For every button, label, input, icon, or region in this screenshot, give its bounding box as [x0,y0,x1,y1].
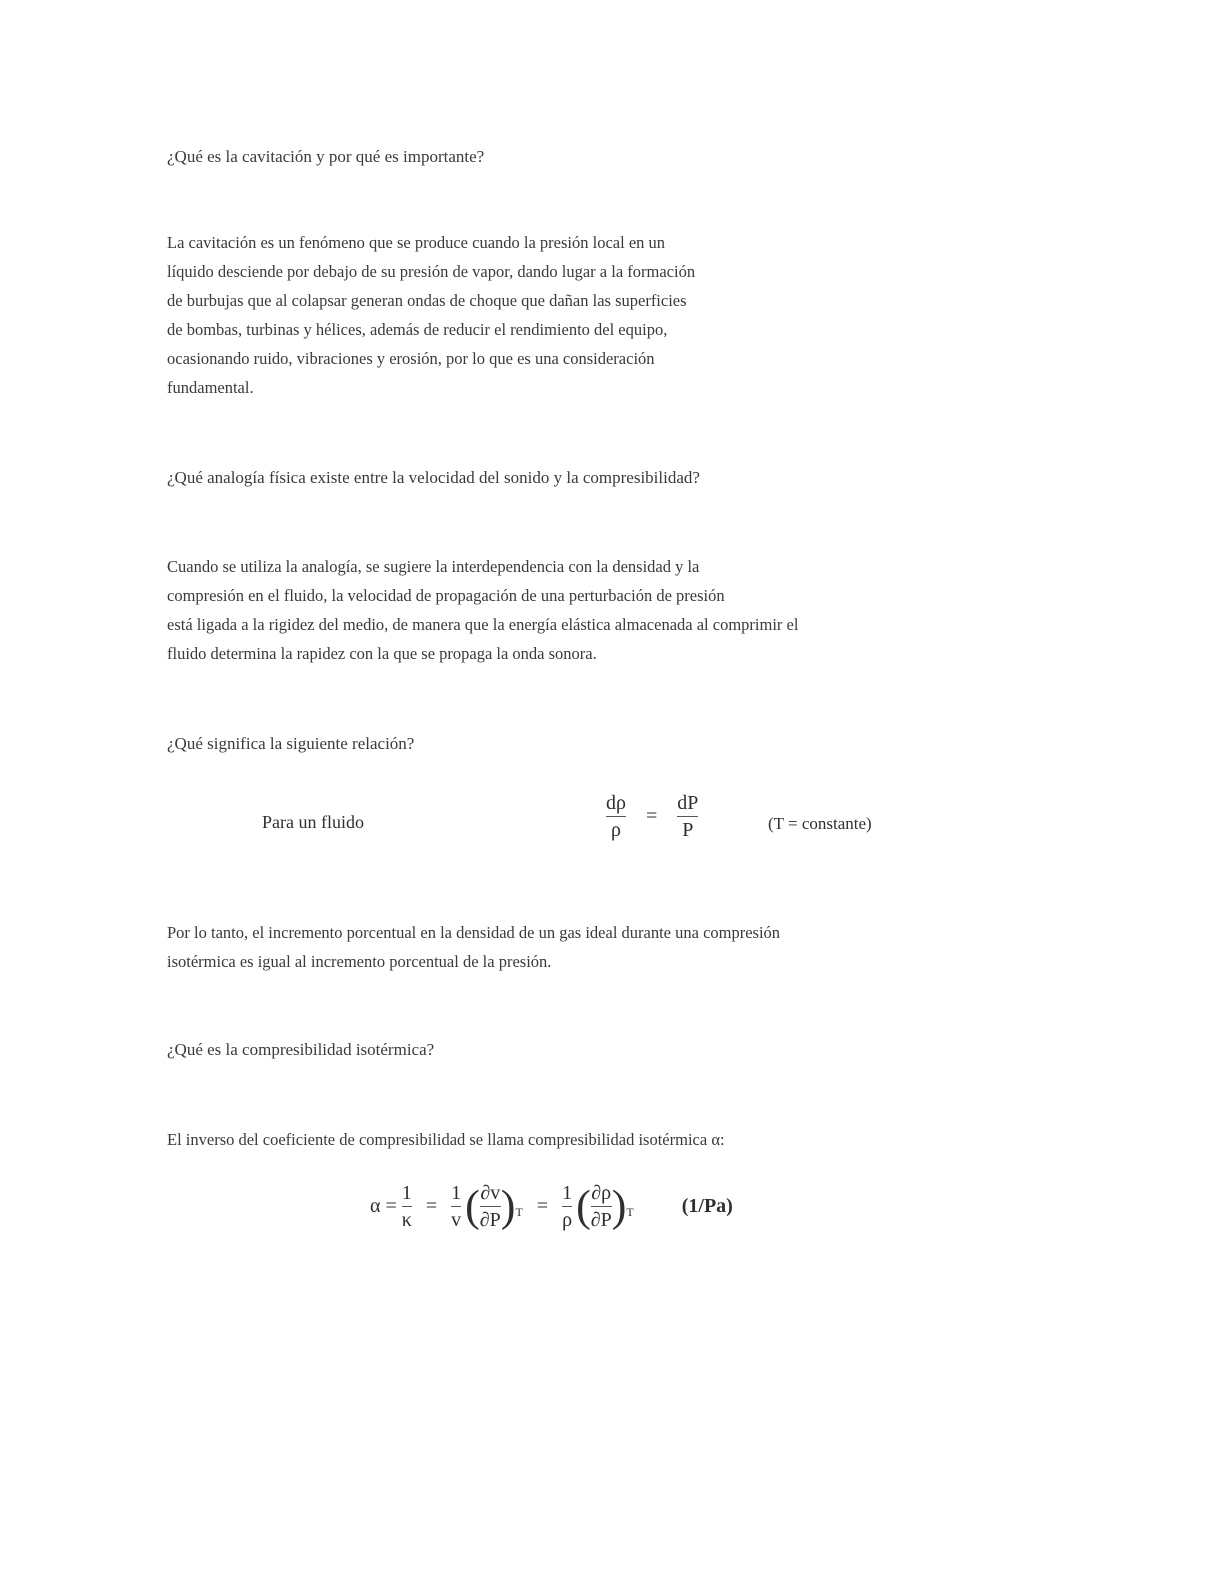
answer-relation-meaning [167,918,1047,976]
answer-isothermal-compressibility [167,1125,1047,1154]
question-relation-meaning: ¿Qué significa la siguiente relación? [167,734,415,753]
answer-line: de burbujas que al colapsar generan ondas de choque que dañan las superficies [167,291,687,310]
answer-line: La cavitación es un fenómeno que se produce cuando la presión local en un [167,233,666,252]
answer-line: Cuando se utiliza la analogía, se sugiere la interdependencia con la densidad y la [167,557,700,576]
fraction-drho-rho: $\frac{d\rho}{\rho}$ [606,792,626,841]
fraction-one-over-rho: $\frac{1}{\rho}$ [562,1182,573,1231]
answer-line: fundamental. [167,378,254,397]
answer-line: está ligada a la rigidez del medio, de manera que la energía elástica almacenada al comprimir el [167,615,799,634]
fraction-one-over-kappa: $\frac{1}{\kappa}$ [401,1182,412,1231]
equation-label: Para un fluido [262,812,364,832]
equation-isothermal-compressibility: α = $\frac{1}{\kappa}$ = $\frac{1}{v}$ ( $\frac{\partial v}{\partial P}$ )$_T$ = $\frac{1}{\rho}$ ( $\frac{\partial\rho}{\partial P}$ )$_T$ (1/Pa) [370,1181,733,1231]
answer-line: fluido determina la rapidez con la que se propaga la onda sonora. [167,644,597,663]
answer-cavitation [167,228,1047,402]
question-sound-analogy: ¿Qué analogía física existe entre la velocidad del sonido y la compresibilidad? [167,468,700,487]
equation-tag: (1/Pa) [681,1195,733,1217]
answer-line: compresión en el fluido, la velocidad de propagación de una perturbación de presión [167,586,725,605]
question-isothermal-compressibility: ¿Qué es la compresibilidad isotérmica? [167,1040,435,1059]
equation-density-pressure: $\frac{d\rho}{\rho}$ = $\frac{dP}{P}$ [606,792,699,841]
fraction-dv-dp: $\frac{\partial v}{\partial P}$ [479,1182,501,1231]
equation-constant-note: (T = constante) [768,814,872,833]
answer-line: líquido desciende por debajo de su presión de vapor, dando lugar a la formación [167,262,696,281]
fraction-drho-dp: $\frac{\partial\rho}{\partial P}$ [590,1182,612,1231]
answer-line: Por lo tanto, el incremento porcentual en la densidad de un gas ideal durante una compresión [167,923,781,942]
fraction-dp-p: $\frac{dP}{P}$ [677,792,699,841]
fraction-one-over-v: $\frac{1}{v}$ [451,1182,462,1231]
answer-line: de bombas, turbinas y hélices, además de reducir el rendimiento del equipo, [167,320,668,339]
answer-line: ocasionando ruido, vibraciones y erosión, por lo que es una consideración [167,349,655,368]
answer-sound-analogy [167,552,1047,668]
answer-line: isotérmica es igual al incremento porcentual de la presión. [167,952,552,971]
question-cavitation: ¿Qué es la cavitación y por qué es importante? [167,147,485,166]
answer-line: El inverso del coeficiente de compresibilidad se llama compresibilidad isotérmica α: [167,1130,725,1149]
